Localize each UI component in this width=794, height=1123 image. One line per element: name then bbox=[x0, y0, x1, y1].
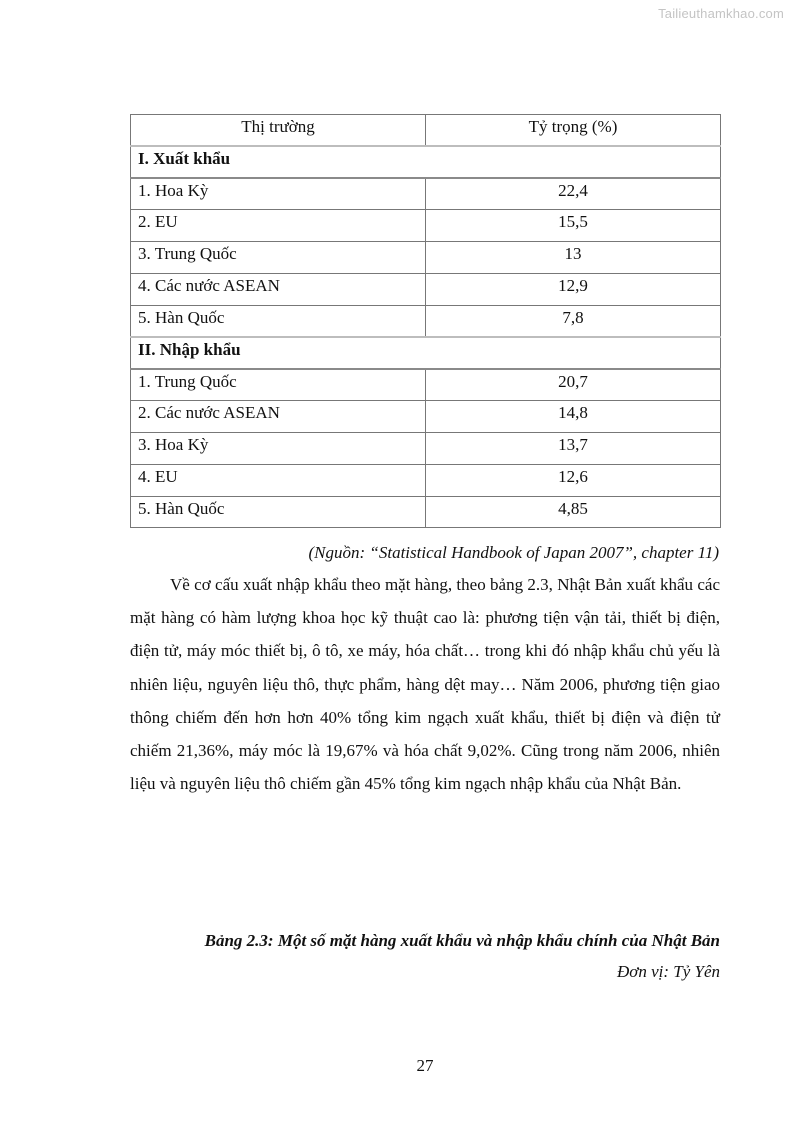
section-row-exports bbox=[131, 146, 721, 178]
share-cell: 13,7 bbox=[426, 432, 721, 464]
share-cell: 20,7 bbox=[426, 369, 721, 401]
body-paragraph: Về cơ cấu xuất nhập khẩu theo mặt hàng, theo bảng 2.3, Nhật Bản xuất khẩu các mặt hàng có hàm lượng khoa học kỹ thuật cao là: phương tiện vận tải, thiết bị điện, điện tử, máy móc thiết bị, ô tô, xe máy, hóa chất… trong khi đó nhập khẩu chủ yếu là nhiên liệu, nguyên liệu thô, thực phẩm, hàng dệt may… Năm 2006, phương tiện giao thông chiếm đến hơn hơn 40% tổng kim ngạch xuất khẩu, thiết bị điện và điện tử chiếm 21,36%, máy móc là 19,67% và hóa chất 9,02%. Cũng trong năm 2006, nhiên liệu và nguyên liệu thô chiếm gần 45% tổng kim ngạch nhập khẩu của Nhật Bản. bbox=[130, 575, 720, 794]
table-row bbox=[131, 496, 721, 528]
share-cell: 12,6 bbox=[426, 464, 721, 496]
source-note: (Nguồn: “Statistical Handbook of Japan 2007”, chapter 11) bbox=[308, 543, 719, 562]
market-cell: 2. Các nước ASEAN bbox=[131, 401, 426, 433]
table-row bbox=[131, 432, 721, 464]
market-cell: 4. EU bbox=[131, 464, 426, 496]
market-cell: 2. EU bbox=[131, 210, 426, 242]
table-row bbox=[131, 369, 721, 401]
section-row-imports bbox=[131, 337, 721, 369]
share-cell: 7,8 bbox=[426, 305, 721, 337]
table-row bbox=[131, 305, 721, 337]
table-header-row bbox=[131, 115, 721, 147]
page-number: 27 bbox=[416, 1056, 434, 1075]
header-share: Tỷ trọng (%) bbox=[426, 115, 721, 147]
market-cell: 1. Hoa Kỳ bbox=[131, 178, 426, 210]
share-cell: 15,5 bbox=[426, 210, 721, 242]
unit-note: Đơn vị: Tỷ Yên bbox=[616, 962, 720, 981]
market-cell: 5. Hàn Quốc bbox=[131, 305, 426, 337]
share-cell: 4,85 bbox=[426, 496, 721, 528]
share-cell: 12,9 bbox=[426, 273, 721, 305]
market-cell: 4. Các nước ASEAN bbox=[131, 273, 426, 305]
table-row bbox=[131, 210, 721, 242]
table-row bbox=[131, 464, 721, 496]
market-cell: 3. Hoa Kỳ bbox=[131, 432, 426, 464]
table-caption: Bảng 2.3: Một số mặt hàng xuất khẩu và nhập khẩu chính của Nhật Bản bbox=[204, 931, 720, 950]
market-cell: 3. Trung Quốc bbox=[131, 242, 426, 274]
header-market: Thị trường bbox=[131, 115, 426, 147]
share-cell: 14,8 bbox=[426, 401, 721, 433]
section-label-exports: I. Xuất khẩu bbox=[131, 146, 721, 178]
market-share-table bbox=[130, 114, 721, 528]
table-row bbox=[131, 242, 721, 274]
market-cell: 1. Trung Quốc bbox=[131, 369, 426, 401]
watermark: Tailieuthamkhao.com bbox=[658, 6, 784, 21]
share-cell: 13 bbox=[426, 242, 721, 274]
table-row bbox=[131, 273, 721, 305]
share-cell: 22,4 bbox=[426, 178, 721, 210]
section-label-imports: II. Nhập khẩu bbox=[131, 337, 721, 369]
table-row bbox=[131, 401, 721, 433]
market-cell: 5. Hàn Quốc bbox=[131, 496, 426, 528]
table-row bbox=[131, 178, 721, 210]
